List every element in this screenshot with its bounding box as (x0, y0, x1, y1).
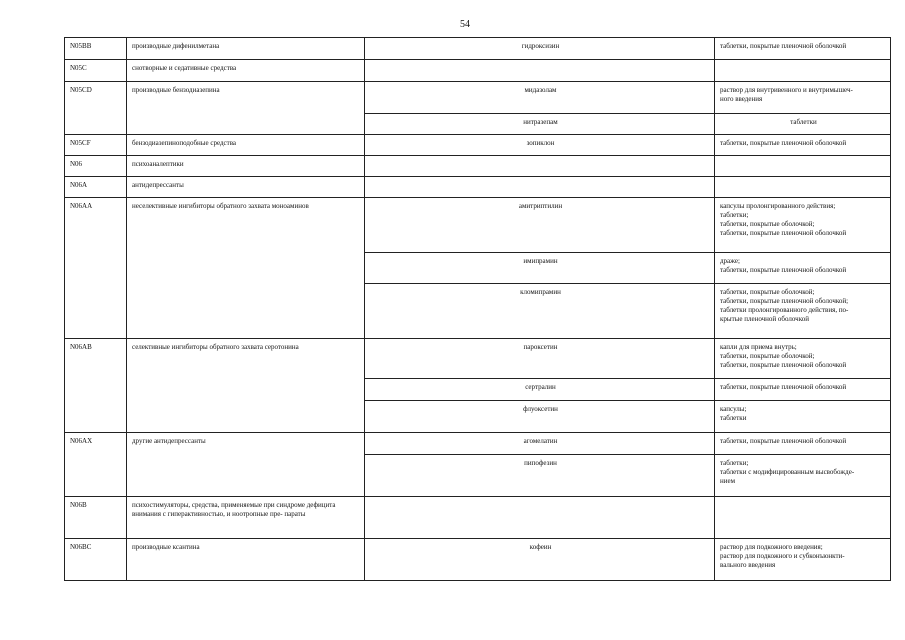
group-name-cell: снотворные и седативные средства (127, 60, 365, 82)
table-row (65, 135, 891, 156)
form-line: раствор для внутривенного и внутримышеч- (720, 86, 853, 94)
atc-code-cell: N05C (65, 60, 127, 82)
form-line: таблетки, покрытые пленочной оболочкой (720, 361, 847, 370)
dosage-form-cell (715, 539, 891, 581)
form-line: раствор для подкожного введения; (720, 543, 823, 551)
drug-name-cell: мидазолам (365, 82, 715, 114)
dosage-form-cell (715, 177, 891, 198)
form-line: таблетки (790, 118, 817, 126)
group-name-cell: неселективные ингибиторы обратного захвата моноаминов (127, 198, 365, 339)
drug-name-cell: амитриптилин (365, 198, 715, 253)
group-name-cell: психостимуляторы, средства, применяемые при синдроме дефицита внимания с гиперактивностью, и ноотропные пре- параты (127, 497, 365, 539)
group-name-cell: другие антидепрессанты (127, 433, 365, 497)
dosage-form-cell (715, 455, 891, 497)
dosage-form-cell (715, 253, 891, 284)
dosage-form-cell (715, 433, 891, 455)
form-line: раствор для подкожного и субконъюнкти- (720, 552, 845, 561)
atc-code-cell: N06BC (65, 539, 127, 581)
drug-classification-table (64, 37, 891, 581)
drug-name-cell: зопиклон (365, 135, 715, 156)
form-line: таблетки, покрытые пленочной оболочкой (720, 42, 847, 50)
drug-name-cell: сертралин (365, 379, 715, 401)
form-line: таблетки, покрытые пленочной оболочкой (720, 437, 847, 445)
drug-name-cell: пароксетин (365, 339, 715, 379)
dosage-form-cell (715, 497, 891, 539)
group-name-cell: производные дифенилметана (127, 38, 365, 60)
dosage-form-cell (715, 379, 891, 401)
form-line: таблетки с модифицированным высвобожде- (720, 468, 855, 477)
atc-code-cell: N05CF (65, 135, 127, 156)
group-name-cell: бензодиазепиноподобные средства (127, 135, 365, 156)
page-number: 54 (460, 19, 470, 30)
drug-name-cell: нитразепам (365, 114, 715, 135)
form-line: капли для приема внутрь; (720, 343, 797, 351)
dosage-form-cell (715, 339, 891, 379)
dosage-form-cell (715, 60, 891, 82)
drug-name-cell (365, 60, 715, 82)
form-line: таблетки, покрытые пленочной оболочкой (720, 266, 847, 275)
drug-name-cell: кофеин (365, 539, 715, 581)
table-row (65, 82, 891, 114)
group-name-cell: психоаналептики (127, 156, 365, 177)
table-row (65, 156, 891, 177)
dosage-form-cell (715, 135, 891, 156)
form-line: таблетки пролонгированного действия, по- (720, 306, 849, 315)
table-row (65, 177, 891, 198)
atc-code-cell: N06AX (65, 433, 127, 497)
form-line: таблетки, покрытые пленочной оболочкой (720, 383, 847, 391)
drug-name-cell (365, 177, 715, 198)
drug-name-cell: пипофезин (365, 455, 715, 497)
group-name-cell: селективные ингибиторы обратного захвата серотонина (127, 339, 365, 433)
drug-name-cell: имипрамин (365, 253, 715, 284)
form-line: ного введения (720, 95, 763, 104)
drug-name-cell: кломипрамин (365, 284, 715, 339)
form-line: капсулы пролонгированного действия; (720, 202, 836, 210)
form-line: таблетки (720, 414, 747, 423)
atc-code-cell: N06 (65, 156, 127, 177)
drug-name-cell (365, 156, 715, 177)
dosage-form-cell (715, 38, 891, 60)
table-row (65, 38, 891, 60)
atc-code-cell: N05CD (65, 82, 127, 135)
table-row (65, 539, 891, 581)
form-line: таблетки, покрытые оболочкой; (720, 288, 815, 296)
dosage-form-cell (715, 198, 891, 253)
table-row (65, 60, 891, 82)
table-row (65, 433, 891, 455)
form-line: таблетки; (720, 459, 749, 467)
group-name-cell: производные ксантина (127, 539, 365, 581)
form-line: таблетки, покрытые оболочкой; (720, 220, 815, 229)
atc-code-cell: N06AA (65, 198, 127, 339)
form-line: таблетки; (720, 211, 749, 220)
dosage-form-cell (715, 284, 891, 339)
form-line: таблетки, покрытые пленочной оболочкой; (720, 297, 849, 306)
table-row (65, 497, 891, 539)
dosage-form-cell (715, 82, 891, 114)
form-line: капсулы; (720, 405, 747, 413)
atc-code-cell: N06AB (65, 339, 127, 433)
drug-name-cell: флуоксетин (365, 401, 715, 433)
form-line: таблетки, покрытые пленочной оболочкой (720, 229, 847, 238)
dosage-form-cell (715, 401, 891, 433)
group-name-cell: антидепрессанты (127, 177, 365, 198)
form-line: вального введения (720, 561, 776, 570)
table-row (65, 339, 891, 379)
drug-name-cell: гидроксизин (365, 38, 715, 60)
dosage-form-cell (715, 156, 891, 177)
form-line: нием (720, 477, 736, 486)
form-line: драже; (720, 257, 740, 265)
drug-name-cell: агомелатин (365, 433, 715, 455)
atc-code-cell: N06A (65, 177, 127, 198)
form-line: крытые пленочной оболочкой (720, 315, 809, 324)
form-line: таблетки, покрытые оболочкой; (720, 352, 815, 361)
form-line: таблетки, покрытые пленочной оболочкой (720, 139, 847, 147)
group-name-cell: производные бензодиазепина (127, 82, 365, 135)
table-row (65, 198, 891, 253)
drug-name-cell (365, 497, 715, 539)
dosage-form-cell (715, 114, 891, 135)
atc-code-cell: N06B (65, 497, 127, 539)
atc-code-cell: N05BB (65, 38, 127, 60)
